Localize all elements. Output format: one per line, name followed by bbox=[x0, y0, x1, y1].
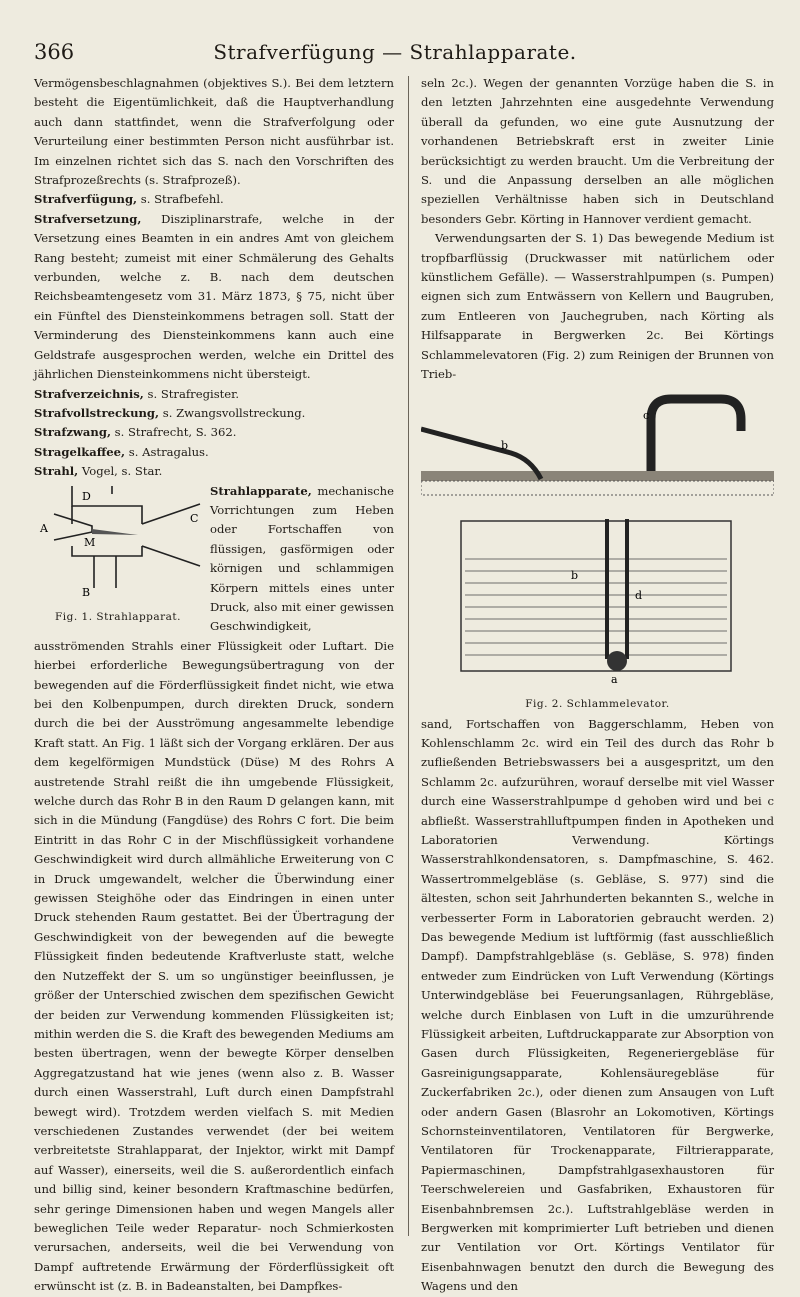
column-divider bbox=[408, 76, 409, 1236]
figure-1 bbox=[34, 484, 202, 623]
fig2-label-a: a bbox=[611, 672, 618, 686]
entry-strafverfuegung bbox=[34, 190, 394, 209]
figure-1-caption: Fig. 1. Strahlapparat. bbox=[54, 610, 181, 623]
figure-2 bbox=[421, 389, 774, 709]
entry-text: s. Strafrecht, S. 362. bbox=[110, 425, 237, 440]
running-head: Strafverfügung — Strahlapparate. bbox=[213, 40, 577, 64]
fig1-label-a: A bbox=[40, 521, 48, 535]
entry-strafvollstreckung bbox=[34, 404, 394, 423]
entry-text: s. Astragalus. bbox=[125, 444, 209, 459]
paragraph: sand, Fortschaffen von Baggerschlamm, Heben von Kohlenschlamm 2c. wird ein Teil des durch das Rohr b zufließenden Betriebswassers bei a ausgespritzt, um den Schlamm 2c. aufzurühren, worauf derselbe mit viel Wasser durch eine Wasserstrahlpumpe d gehoben wird und bei c abfließt. Wasserstrahlluftpumpen finden in Apotheken und Laboratorien Verwendung. Körtings Wasserstrahlkondensatoren, s. Dampfmaschine, S. 462. Wassertrommelgebläse (s. Gebläse, S. 977) sind die ältesten, schon seit Jahrhunderten bekannten S., welche in verbesserter Form in Laboratorien gebraucht werden. 2) Das bewegende Medium ist luftförmig (fast ausschließlich Dampf). Dampfstrahlgebläse (s. Gebläse, S. 978) finden entweder zum Eindrücken von Luft Verwendung (Körtings Unterwindgebläse bei Feuerungsanlagen, Rührgebläse, welche durch Einblasen von Luft in die umzurührende Flüssigkeit arbeiten, Luftdruckapparate zur Absorption von Gasen durch Flüssigkeiten, Regeneriergebläse für Gasreinigungsapparate, Kohlensäuregebläse für Zuckerfabriken 2c.), oder dienen zum Ansaugen von Luft oder andern Gasen (Blasrohr an Lokomotiven, Körtings Schornsteinventilatoren, Ventilatoren für Bergwerke, Ventilatoren für Trockenapparate, Filtrierapparate, Papiermaschinen, Dampfstrahlgasexhaustoren für Teerschwelereien und Gasfabriken, Exhaustoren für Eisenbahnbremsen 2c.). Luftstrahlgebläse werden in Bergwerken mit komprimierter Luft betrieben und dienen zur Ventilation vor Ort. Körtings Ventilator für Eisenbahnwagen benutzt den durch die Bewegung des Wagens und den bbox=[421, 716, 774, 1294]
fig2-label-b-top: b bbox=[501, 438, 509, 452]
headword: Strafzwang, bbox=[34, 425, 111, 440]
entry-text: s. Zwangsvollstreckung. bbox=[159, 405, 306, 420]
page-header bbox=[34, 40, 756, 70]
entry-text: s. Strafregister. bbox=[143, 386, 240, 401]
entry-strafverzeichnis bbox=[34, 385, 394, 404]
entry-text: Disziplinarstrafe, welche in der Versetzung eines Beamten in ein andres Amt von gleichem Rang besteht; zumeist mit einer Schmälerung des Gehalts verbunden, welche z. B. nach dem deutschen Reichsbeamtengesetz vom 31. März 1873, § 75, nicht über ein Fünftel des Diensteinkommens betragen soll. Statt der Verminderung des Diensteinkommens kann auch eine Geldstrafe ausgesprochen werden, welche ein Drittel des jährlichen Diensteinkommens nicht übersteigt. bbox=[34, 211, 394, 382]
fig1-label-c: C bbox=[190, 511, 199, 525]
entry-text: Vogel, s. Star. bbox=[78, 464, 163, 479]
headword: Strafversetzung, bbox=[34, 211, 142, 226]
fig2-label-b-well: b bbox=[571, 568, 579, 582]
headword: Strahlapparate, bbox=[210, 483, 312, 498]
figure-2-caption: Fig. 2. Schlammelevator. bbox=[525, 697, 670, 710]
entry-strafversetzung bbox=[34, 210, 394, 385]
left-column bbox=[34, 74, 394, 1297]
fig1-label-d: D bbox=[82, 489, 91, 503]
paragraph: seln 2c.). Wegen der genannten Vorzüge haben die S. in den letzten Jahrzehnten eine ausgedehnte Verwendung überall da gefunden, wo eine gute Ausnutzung der vorhandenen Betriebskraft erst in zweiter Linie berücksichtigt zu werden braucht. Um die Verbreitung der S. und die Anpassung derselben an alle möglichen speziellen Verhältnisse haben sich in Deutschland besonders Gebr. Körting in Hannover verdient gemacht. bbox=[421, 76, 774, 226]
entry-text: mechanische Vorrichtungen zum Heben oder Fortschaffen von flüssigen, gasförmigen oder körnigen und schlammigen Körpern mittels eines unter Druck, also mit einer gewissen Geschwindigkeit, ausströmenden Strahls einer Flüssigkeit oder Luftart. Die hierbei erforderliche Bewegungsübertragung von der bewegenden auf die Förderflüssigkeit findet nicht, wie etwa bei den Kolbenpumpen, durch direkten Druck, sondern durch die bei der Ausströmung angesammelte lebendige Kraft statt. An Fig. 1 läßt sich der Vorgang erklären. Der aus dem kegelförmigen Mundstück (Düse) M des Rohrs A austretende Strahl reißt die ihn umgebende Flüssigkeit, welche durch das Rohr B in den Raum D gelangen kann, mit sich in die Mündung (Fangdüse) des Rohrs C fort. Die beim Eintritt in das Rohr C in der Mischflüssigkeit vorhandene Geschwindigkeit wird durch allmähliche Erweiterung von C in Druck umgewandelt, welcher die Überwindung einer gewissen Steighöhe oder das Eindringen in einen unter Druck stehenden Raum gestattet. Bei der Übertragung der Geschwindigkeit von der bewegenden auf die bewegte Flüssigkeit finden bedeutende Kraftverluste statt, welche den Nutzeffekt der S. um so ungünstiger beeinflussen, je größer der Unterschied zwischen dem spezifischen Gewicht der beiden zur Verwendung kommenden Flüssigkeiten ist; mithin werden die S. die Kraft des bewegenden Mediums am besten übertragen, wenn der bewegte Körper denselben Aggregatzustand hat wie jenes (wenn also z. B. Wasser durch einen Wasserstrahl, Luft durch einen Dampfstrahl bewegt wird). Trotzdem werden vielfach S. mit Medien verschiedenen Zustandes verwendet (der bei weitem verbreitetste Strahlapparat, der Injektor, wirkt mit Dampf auf Wasser), einerseits, weil die S. außerordentlich einfach und billig sind, keiner besondern Kraftmaschine bedürfen, sehr geringe Dimensionen haben und wegen Mangels aller beweglichen Teile weder Reparatur- noch Schmierkosten verursachen, anderseits, weil die bei Verwendung von Dampf auftretende Erwärmung der Förderflüssigkeit oft erwünscht ist (z. B. in Badeanstalten, bei Dampfkes- bbox=[34, 483, 394, 1294]
jet-apparatus-diagram bbox=[34, 484, 202, 602]
fig1-label-m: M bbox=[84, 535, 96, 549]
headword: Strafvollstreckung, bbox=[34, 405, 160, 420]
paragraph: Vermögensbeschlagnahmen (objektives S.). Bei dem letztern besteht die Eigentümlichkeit, daß die Hauptverhandlung auch dann stattfindet, wenn die Strafverfolgung oder Verurteilung einer bestimmten Person nicht ausführbar ist. Im einzelnen richtet sich das S. nach den Vorschriften des Strafprozeßrechts (s. Strafprozeß). bbox=[34, 76, 394, 188]
paragraph: Verwendungsarten der S. 1) Das bewegende Medium ist tropfbarflüssig (Druckwasser mit natürlichem oder künstlichem Gefälle). — Wasserstrahlpumpen (s. Pumpen) eignen sich zum Entwässern von Kellern und Baugruben, zum Entleeren von Jauchegruben, nach Körting als Hilfsapparate in Bergwerken 2c. Bei Körtings Schlammelevatoren (Fig. 2) zum Reinigen der Brunnen von Trieb- bbox=[421, 231, 774, 382]
headword: Strafverzeichnis, bbox=[34, 386, 144, 401]
headword: Stragelkaffee, bbox=[34, 444, 126, 459]
entry-strahl bbox=[34, 462, 394, 481]
right-column bbox=[421, 74, 774, 1297]
headword: Strafverfügung, bbox=[34, 192, 138, 207]
entry-text: s. Strafbefehl. bbox=[137, 192, 224, 207]
mud-elevator-diagram bbox=[421, 389, 774, 689]
entry-strafzwang bbox=[34, 423, 394, 442]
entry-stragelkaffee bbox=[34, 443, 394, 462]
fig2-label-d: d bbox=[635, 588, 643, 602]
fig2-label-c: c bbox=[643, 408, 650, 422]
page-number: 366 bbox=[34, 40, 75, 64]
fig1-label-b: B bbox=[82, 585, 91, 599]
headword: Strahl, bbox=[34, 464, 79, 479]
